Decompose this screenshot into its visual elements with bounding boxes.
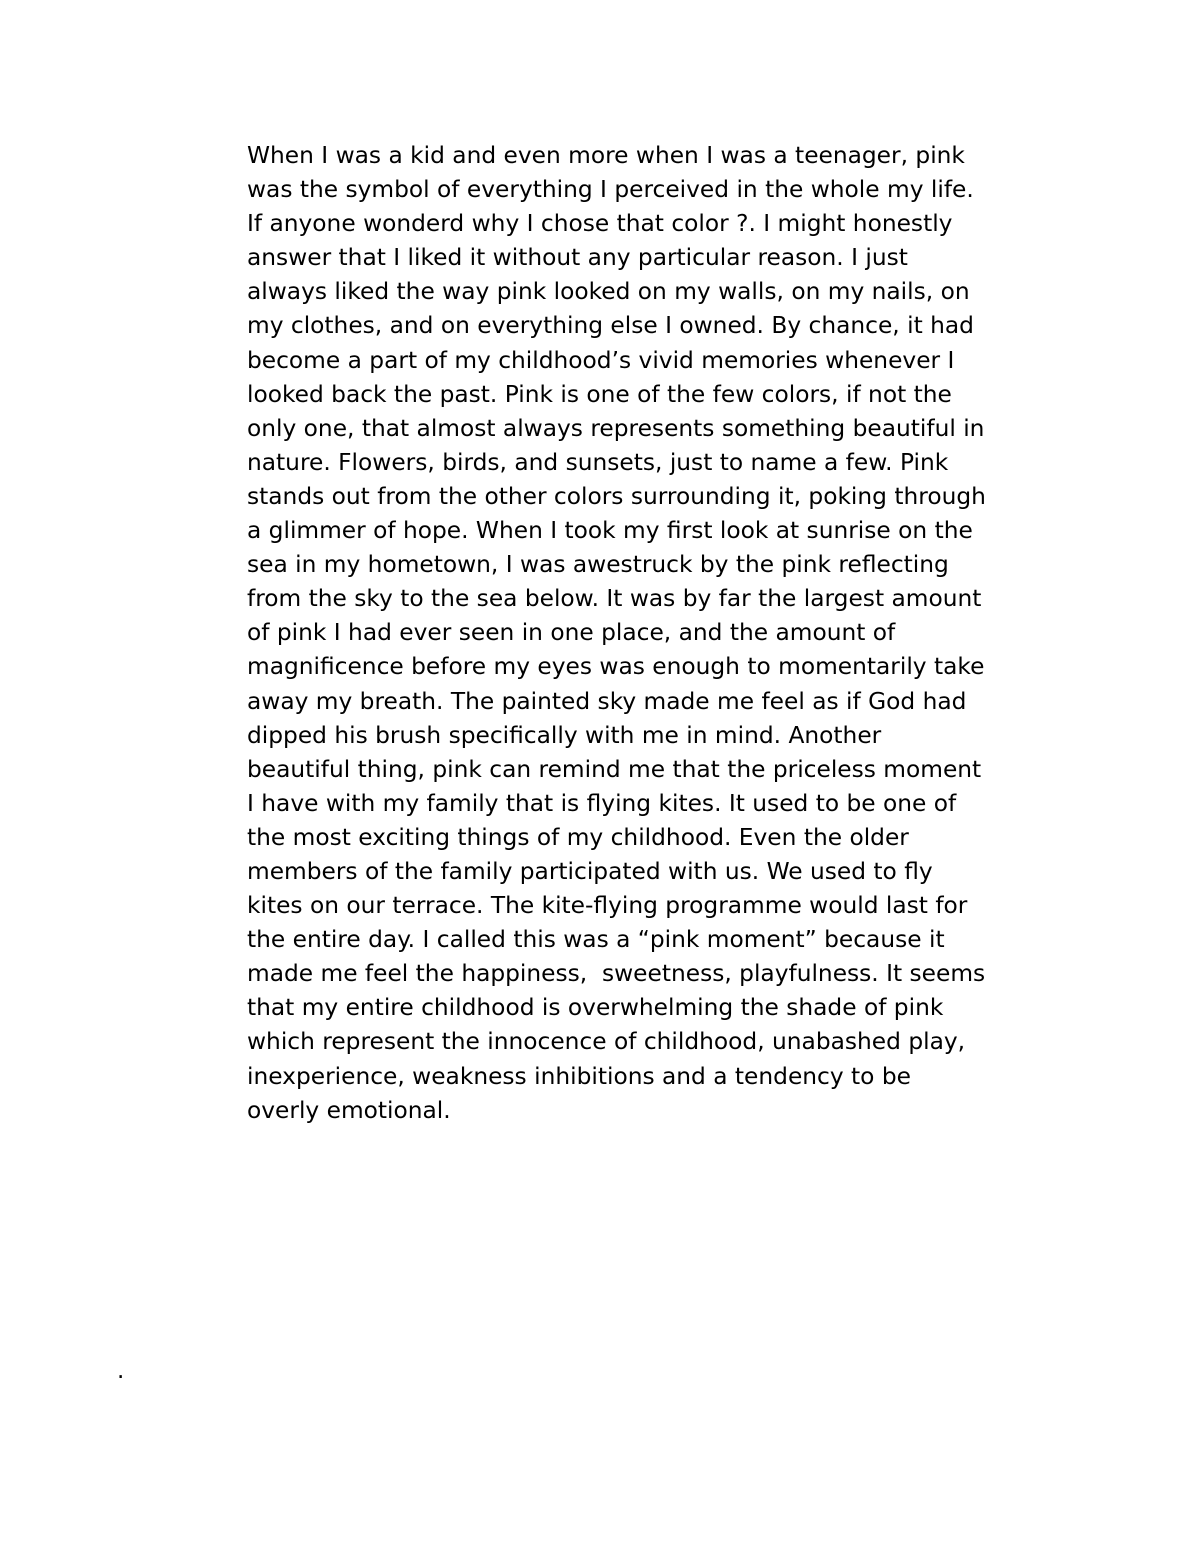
paragraph-line: members of the family participated with us. We used to fly — [247, 857, 933, 885]
paragraph-line: was the symbol of everything I perceived in the whole my life. — [247, 176, 974, 204]
paragraph-line: kites on our terrace. The kite-flying programme would last for — [247, 892, 968, 920]
paragraph-line: When I was a kid and even more when I was a teenager, pink — [247, 142, 965, 169]
paragraph-line: my clothes, and on everything else I owned. By chance, it had — [247, 312, 974, 340]
paragraph-line: the most exciting things of my childhood. Even the older — [247, 823, 909, 851]
paragraph-line: which represent the innocence of childhood, unabashed play, — [247, 1028, 966, 1056]
essay-paragraph — [247, 139, 1077, 1128]
paragraph-line: answer that I liked it without any particular reason. I just — [247, 244, 908, 272]
paragraph-line: If anyone wonderd why I chose that color ?. I might honestly — [247, 210, 953, 238]
paragraph-line: that my entire childhood is overwhelming the shade of pink — [247, 994, 944, 1022]
paragraph-line: I have with my family that is flying kites. It used to be one of — [247, 789, 957, 817]
paragraph-line: overly emotional. — [247, 1096, 451, 1124]
paragraph-line: a glimmer of hope. When I took my first look at sunrise on the — [247, 517, 973, 545]
paragraph-line: looked back the past. Pink is one of the few colors, if not the — [247, 380, 952, 408]
paragraph-line: always liked the way pink looked on my walls, on my nails, on — [247, 278, 970, 306]
paragraph-line: only one, that almost always represents something beautiful in — [247, 414, 985, 442]
paragraph-line: away my breath. The painted sky made me feel as if God had — [247, 687, 967, 715]
paragraph-line: from the sky to the sea below. It was by far the largest amount — [247, 585, 982, 613]
paragraph-line: sea in my hometown, I was awestruck by the pink reflecting — [247, 551, 949, 579]
paragraph-line: the entire day. I called this was a “pink moment” because it — [247, 926, 945, 954]
paragraph-line: dipped his brush specifically with me in mind. Another — [247, 721, 882, 749]
paragraph-line: become a part of my childhood’s vivid memories whenever I — [247, 346, 955, 374]
paragraph-line: magnificence before my eyes was enough to momentarily take — [247, 653, 985, 681]
paragraph-line: inexperience, weakness inhibitions and a tendency to be — [247, 1062, 911, 1090]
paragraph-line: made me feel the happiness, sweetness, playfulness. It seems — [247, 960, 986, 988]
paragraph-line: of pink I had ever seen in one place, and the amount of — [247, 619, 896, 647]
paragraph-line: stands out from the other colors surrounding it, poking through — [247, 482, 986, 510]
footer-mark: . — [117, 1358, 125, 1384]
paragraph-line: nature. Flowers, birds, and sunsets, just to name a few. Pink — [247, 448, 949, 476]
paragraph-line: beautiful thing, pink can remind me that the priceless moment — [247, 755, 982, 783]
